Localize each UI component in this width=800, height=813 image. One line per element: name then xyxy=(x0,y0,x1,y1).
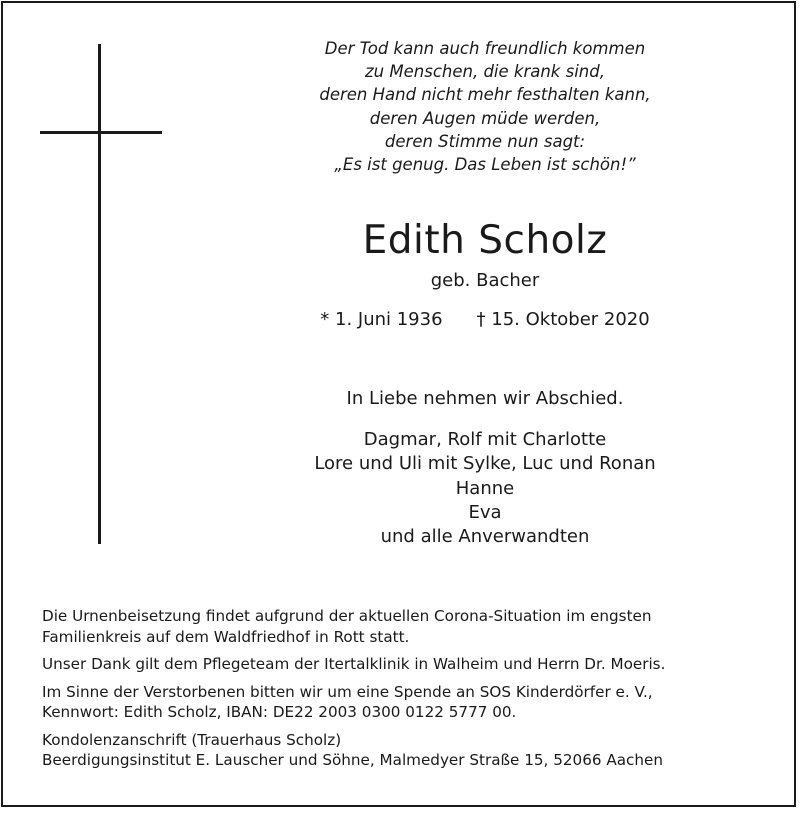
poem-line: „Es ist genug. Das Leben ist schön!” xyxy=(334,155,636,175)
farewell-text: In Liebe nehmen wir Abschied. xyxy=(346,388,624,409)
burial-note-line: Die Urnenbeisetzung findet aufgrund der aktuellen Corona-Situation im engsten xyxy=(42,607,652,625)
birth-date: * 1. Juni 1936 xyxy=(320,309,443,330)
family-line: und alle Anverwandten xyxy=(380,526,590,548)
family-line: Eva xyxy=(468,501,502,523)
burial-note xyxy=(42,606,754,647)
thanks-note: Unser Dank gilt dem Pflegeteam der Itertalklinik in Walheim und Herrn Dr. Moeris. xyxy=(42,655,666,673)
poem-line: zu Menschen, die krank sind, xyxy=(365,62,605,82)
poem-line: deren Stimme nun sagt: xyxy=(384,131,586,151)
life-dates xyxy=(240,307,730,333)
notes-section xyxy=(42,606,754,778)
poem-line: Der Tod kann auch freundlich kommen xyxy=(324,39,646,58)
donation-note-line: Kennwort: Edith Scholz, IBAN: DE22 2003 0300 0122 5777 00. xyxy=(42,703,517,721)
death-date: † 15. Oktober 2020 xyxy=(476,309,650,330)
poem-line: deren Hand nicht mehr festhalten kann, xyxy=(319,85,651,105)
family-line: Dagmar, Rolf mit Charlotte xyxy=(363,429,607,450)
deceased-name: Edith Scholz xyxy=(362,218,608,263)
birth-name: geb. Bacher xyxy=(430,270,540,291)
donation-note-line: Im Sinne der Verstorbenen bitten wir um eine Spende an SOS Kinderdörfer e. V., xyxy=(42,682,653,701)
family-line: Lore und Uli mit Sylke, Luc und Ronan xyxy=(314,453,656,475)
condolence-address xyxy=(42,730,754,771)
donation-note xyxy=(42,682,754,723)
burial-note-line: Familienkreis auf dem Waldfriedhof in Rott statt. xyxy=(42,627,410,646)
poem-line: deren Augen müde werden, xyxy=(369,108,601,128)
cross-horizontal-bar xyxy=(40,131,162,134)
poem xyxy=(240,37,730,176)
cross-vertical-bar xyxy=(98,44,101,544)
condolence-line: Kondolenzanschrift (Trauerhaus Scholz) xyxy=(42,730,342,749)
condolence-line: Beerdigungsinstitut E. Lauscher und Söhne, Malmedyer Straße 15, 52066 Aachen xyxy=(42,751,663,769)
family-list xyxy=(240,428,730,549)
family-line: Hanne xyxy=(455,477,515,499)
